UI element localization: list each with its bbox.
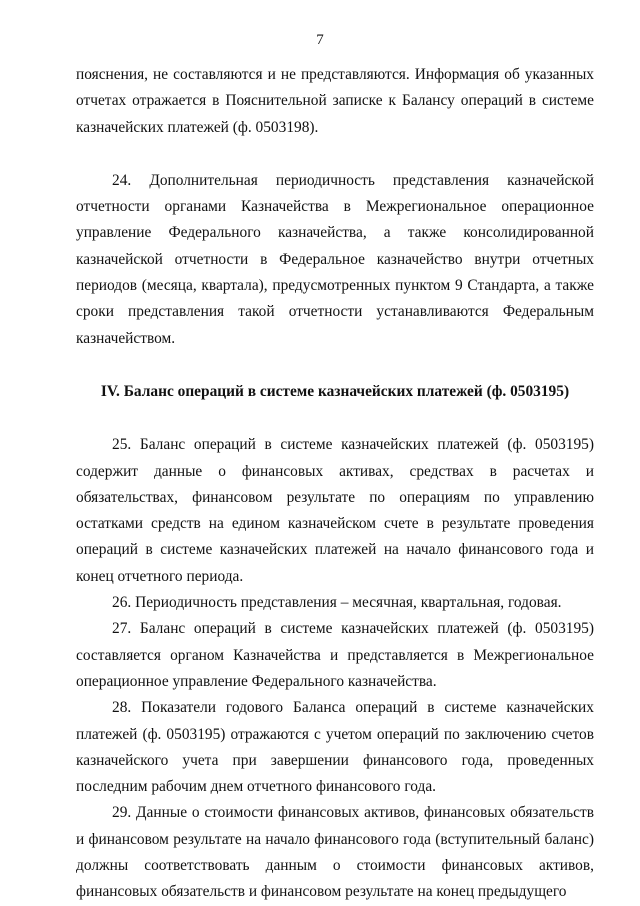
paragraph-25: 25. Баланс операций в системе казначейских платежей (ф. 0503195) содержит данные о финансовых активах, средствах в расчетах и обязательствах, финансовом результате по операциям по управлению остатками средств на едином казначейском счете в результате проведения операций в системе казначейских платежей на начало финансового года и конец отчетного периода.: [76, 436, 594, 585]
paragraph-26: 26. Периодичность представления – месячная, квартальная, годовая.: [112, 594, 562, 612]
paragraph-continuation: пояснения, не составляются и не представляются. Информация об указанных отчетах отражается в Пояснительной записке к Балансу операций в системе казначейских платежей (ф. 0503198).: [76, 66, 594, 136]
paragraph-24: 24. Дополнительная периодичность представления казначейской отчетности органами Казначейства в Межрегиональное операционное управление Федерального казначейства, а также консолидированной казначейской отчетности в Федеральное казначейство внутри отчетных периодов (месяца, квартала), предусмотренных пунктом 9 Стандарта, а также сроки представления такой отчетности устанавливаются Федеральным казначейством.: [76, 171, 594, 347]
page-number: 7: [316, 32, 324, 48]
section-heading: IV. Баланс операций в системе казначейских платежей (ф. 0503195): [100, 382, 570, 400]
paragraph-28: 28. Показатели годового Баланса операций в системе казначейских платежей (ф. 0503195) отражаются с учетом операций по заключению счетов казначейского учета при завершении финансового года, проведенных последним рабочим днем отчетного финансового года.: [76, 699, 594, 796]
paragraph-29: 29. Данные о стоимости финансовых активов, финансовых обязательств и финансовом результате на начало финансового года (вступительный баланс) должны соответствовать данным о стоимости финансовых активов, финансовых обязательств и финансовом результате на конец предыдущего: [76, 804, 594, 901]
document-body: [76, 62, 594, 906]
paragraph-27: 27. Баланс операций в системе казначейских платежей (ф. 0503195) составляется органом Казначейства и представляется в Межрегиональное операционное управление Федерального казначейства.: [76, 620, 594, 690]
